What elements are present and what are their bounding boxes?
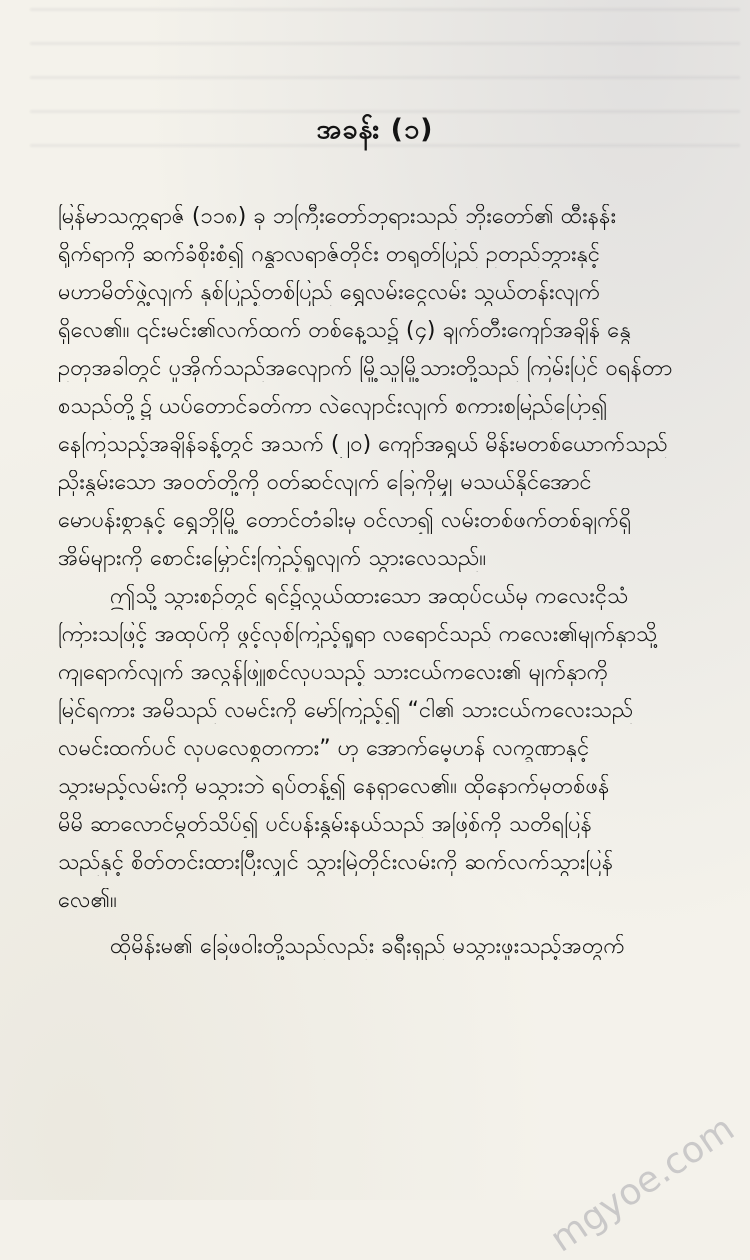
text-line: မဟာမိတ်ဖွဲ့လျက် နှစ်ပြည့်တစ်ပြည် ရွှေလမ်းငွေလမ်း သွယ်တန်းလျက် bbox=[58, 280, 601, 305]
text-line: သည်နှင့် စိတ်တင်းထားပြီးလျှင် သွားမြဲတိုင်းလမ်းကို ဆက်လက်သွားပြန် bbox=[58, 850, 614, 875]
text-line: လေ၏။ bbox=[58, 888, 117, 913]
text-line: မောပန်းစွာနှင့် ရွှေဘိုမြို့ တောင်တံခါးမှ ဝင်လာ၍ လမ်းတစ်ဖက်တစ်ချက်ရှိ bbox=[58, 508, 632, 533]
chapter-title: အခန်း (၁) bbox=[316, 114, 434, 145]
text-line: ဤသို့ သွားစဉ်တွင် ရင်၌လွယ်ထားသော အထုပ်ငယ်မှ ကလေးငိုသံ bbox=[110, 584, 629, 609]
watermark: mgyoe.com bbox=[543, 1108, 742, 1260]
text-line: ကျရောက်လျက် အလွန်ဖြူစင်လှပသည့် သားငယ်ကလေး၏ မျက်နှာကို bbox=[58, 660, 609, 685]
text-line: နေကြသည့်အချိန်ခန့်တွင် အသက် (၂၀) ကျော်အရွယ် မိန်းမတစ်ယောက်သည် bbox=[58, 432, 668, 457]
text-line: ရှိလေ၏။ ၎င်းမင်း၏လက်ထက် တစ်နေ့သ၌ (၄) ချက်တီးကျော်အချိန် နွေ bbox=[58, 318, 632, 343]
text-line: ညိုးနွမ်းသော အဝတ်တို့ကို ဝတ်ဆင်လျက် ခြေကိုမျှ မသယ်နိုင်အောင် bbox=[58, 470, 592, 495]
text-line: ဥတုအခါတွင် ပူအိုက်သည်အလျောက် မြို့သူမြို့သားတို့သည် ကြမ်းပြင် ဝရန်တာ bbox=[58, 356, 673, 381]
text-line: လမင်းထက်ပင် လှပလေစွတကား” ဟု အောက်မေ့ဟန် လက္ခဏာနှင့် bbox=[58, 736, 590, 761]
text-line: ထိုမိန်းမ၏ ခြေဖဝါးတို့သည်လည်း ခရီးရှည် မသွားဖူးသည့်အတွက် bbox=[110, 934, 625, 959]
text-line: ကြားသဖြင့် အထုပ်ကို ဖွင့်လှစ်ကြည့်ရှုရာ လရောင်သည် ကလေး၏မျက်နှာသို့ bbox=[58, 622, 658, 647]
text-line: ရိုက်ရာကို ဆက်ခံစိုးစံ၍ ဂန္ဓာလရာဇ်တိုင်း တရုတ်ပြည် ဥတည်ဘွားနှင့် bbox=[58, 242, 601, 267]
text-line: စသည်တို့၌ ယပ်တောင်ခတ်ကာ လဲလျောင်းလျက် စကားစမြည်ပြော၍ bbox=[58, 394, 608, 419]
text-line: သွားမည့်လမ်းကို မသွားဘဲ ရပ်တန့်၍ နေရှာလေ၏။ ထိုနောက်မှတစ်ဖန် bbox=[58, 774, 610, 799]
text-line: အိမ်များကို စောင်းမြှောင်းကြည့်ရှုလျက် သွားလေသည်။ bbox=[58, 546, 487, 571]
text-line: မိမိ ဆာလောင်မွတ်သိပ်၍ ပင်ပန်းနွမ်းနယ်သည် အဖြစ်ကို သတိရပြန် bbox=[58, 812, 592, 837]
text-line: မြန်မာသက္ကရာဇ် (၁၁၈) ခု ဘကြီးတော်ဘုရားသည် ဘိုးတော်၏ ထီးနန်း bbox=[58, 204, 617, 229]
text-line: မြင်ရကား အမိသည် လမင်းကို မော်ကြည့်၍ “ငါ၏ သားငယ်ကလေးသည် bbox=[58, 698, 634, 723]
